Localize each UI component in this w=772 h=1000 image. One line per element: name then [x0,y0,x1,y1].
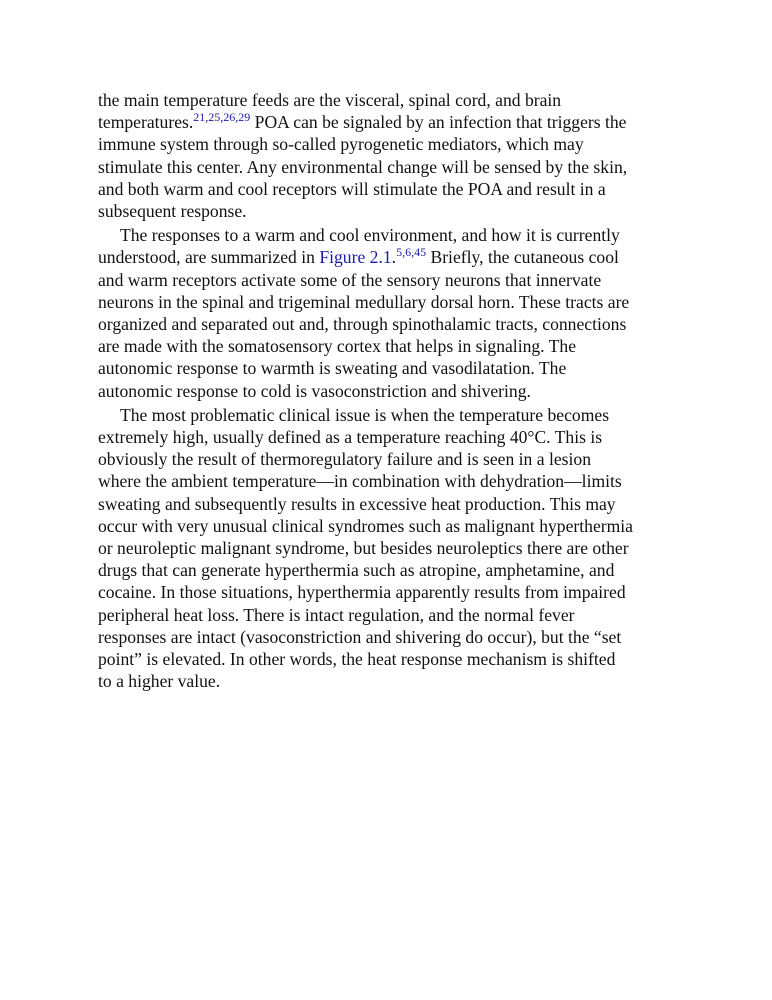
text-line [98,404,682,426]
text-line [98,133,682,155]
text-segment: organized and separated out and, through spinothalamic tracts, connections [98,314,627,335]
text-segment: the main temperature feeds are the visceral, spinal cord, and brain [98,90,562,110]
text-line [98,448,682,470]
text-line [98,156,682,178]
text-line [98,224,682,246]
text-segment: immune system through so-called pyrogenetic mediators, which may [98,134,584,155]
citation-reference-link[interactable]: 21,25,26,29 [193,110,251,125]
text-line [98,581,682,603]
text-segment: neurons in the spinal and trigeminal medullary dorsal horn. These tracts are [98,291,630,312]
figure-reference-link[interactable]: Figure 2.1 [319,247,392,268]
text-segment: and warm receptors activate some of the sensory neurons that innervate [98,269,602,290]
citation-reference-link[interactable]: 5,6,45 [396,245,427,260]
text-line [98,246,682,268]
text-line [98,291,682,313]
text-segment: extremely high, usually defined as a temperature reaching 40°C. This is [98,427,603,448]
text-line [98,335,682,357]
text-segment: occur with very unusual clinical syndromes such as malignant hyperthermia [98,515,633,536]
text-line [98,626,682,648]
text-line [98,357,682,379]
text-segment: cocaine. In those situations, hyperthermia apparently results from impaired [98,582,626,603]
text-line [98,559,682,581]
paragraph-2 [98,224,682,402]
text-segment: The most problematic clinical issue is when the temperature becomes [120,404,610,425]
text-segment: Briefly, the cutaneous cool [426,247,619,268]
text-line [98,313,682,335]
text-segment: peripheral heat loss. There is intact regulation, and the normal fever [98,604,575,625]
text-segment: drugs that can generate hyperthermia such as atropine, amphetamine, and [98,560,615,581]
text-segment: sweating and subsequently results in excessive heat production. This may [98,493,616,514]
text-segment: stimulate this center. Any environmental change will be sensed by the skin, [98,156,628,177]
text-line [98,470,682,492]
text-segment: obviously the result of thermoregulatory failure and is seen in a lesion [98,449,591,470]
document-body [98,89,682,692]
text-line [98,426,682,448]
text-line [98,648,682,670]
text-line [98,89,682,111]
text-segment: The responses to a warm and cool environment, and how it is currently [120,225,620,246]
text-segment: or neuroleptic malignant syndrome, but besides neuroleptics there are other [98,538,629,559]
text-line [98,537,682,559]
text-segment: point” is elevated. In other words, the heat response mechanism is shifted [98,649,616,670]
text-line [98,515,682,537]
text-line [98,200,682,222]
text-segment: temperatures. [98,112,194,133]
text-line [98,178,682,200]
text-line [98,670,682,692]
paragraph-1 [98,89,682,222]
text-segment: responses are intact (vasoconstriction and shivering do occur), but the “set [98,626,622,647]
text-segment: to a higher value. [98,671,221,692]
text-segment: . [391,247,397,268]
text-line [98,604,682,626]
text-segment: understood, are summarized in [98,247,320,268]
text-segment: POA can be signaled by an infection that triggers the [250,112,627,133]
text-segment: and both warm and cool receptors will stimulate the POA and result in a [98,178,606,199]
text-line [98,380,682,402]
text-line [98,111,682,133]
text-segment: autonomic response to warmth is sweating and vasodilatation. The [98,358,567,379]
text-line [98,493,682,515]
paragraph-3 [98,404,682,693]
text-segment: are made with the somatosensory cortex that helps in signaling. The [98,336,577,357]
text-line [98,269,682,291]
text-segment: autonomic response to cold is vasoconstriction and shivering. [98,380,531,401]
text-segment: subsequent response. [98,201,247,222]
text-segment: where the ambient temperature—in combination with dehydration—limits [98,471,622,492]
